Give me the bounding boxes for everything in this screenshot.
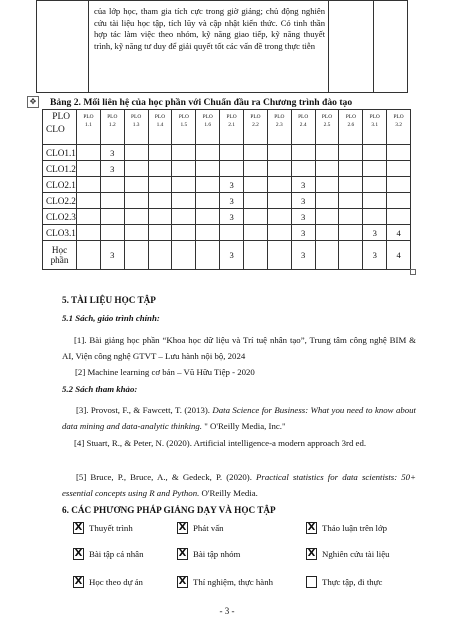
mapping-cell <box>148 161 172 177</box>
empty-cell <box>329 1 374 93</box>
mapping-cell <box>267 193 291 209</box>
mapping-cell <box>315 225 339 241</box>
checkmark-x-icon: X <box>178 548 187 559</box>
mapping-cell <box>315 209 339 225</box>
row-label: CLO2.2 <box>43 193 77 209</box>
table-caption: Bảng 2. Mối liên hệ của học phần với Chuẩn đầu ra Chương trình đào tạo <box>50 97 353 108</box>
table-row <box>43 209 411 225</box>
mapping-cell: 3 <box>291 177 315 193</box>
mapping-cell <box>244 145 268 161</box>
row-label: CLO3.1 <box>43 225 77 241</box>
row-label: CLO1.1 <box>43 145 77 161</box>
corner-header-cell <box>43 110 77 145</box>
mapping-cell <box>196 177 220 193</box>
mapping-cell <box>220 225 244 241</box>
sub51-title: 5.1 Sách, giáo trình chính: <box>62 313 160 323</box>
reference-3-title: Data Science for Business: What you need to know about data mining and data-analytic thinking. <box>62 405 416 431</box>
plo-header-2 <box>100 110 124 145</box>
method-label: Phát vấn <box>193 523 224 533</box>
reference-4: [4] Stuart, R., & Peter, N. (2020). Artificial intelligence-a modern approach 3rd ed. <box>74 438 367 448</box>
plo-header-7 <box>220 110 244 145</box>
plo-header-14 <box>387 110 411 145</box>
method-label: Thực tập, đi thực <box>322 577 383 587</box>
reference-3-authors: [3]. Provost, F., & Fawcett, T. (2013). <box>76 405 213 415</box>
mapping-cell <box>172 177 196 193</box>
method-label: Bài tập nhóm <box>193 549 241 559</box>
method-option[interactable] <box>306 521 387 535</box>
mapping-cell <box>244 209 268 225</box>
method-option[interactable] <box>177 521 224 535</box>
mapping-cell <box>77 209 101 225</box>
mapping-cell <box>315 145 339 161</box>
clo-plo-mapping-table <box>42 109 411 270</box>
mapping-cell <box>196 193 220 209</box>
checkmark-x-icon: X <box>307 522 316 533</box>
method-label: Thảo luận trên lớp <box>322 523 387 533</box>
table-resize-handle[interactable] <box>410 269 416 275</box>
method-option[interactable] <box>73 547 143 561</box>
mapping-cell <box>339 193 363 209</box>
plo-header-3 <box>124 110 148 145</box>
mapping-cell <box>148 193 172 209</box>
empty-cell <box>37 1 89 93</box>
plo-header-prefix: PLO <box>226 114 237 120</box>
plo-header-prefix: PLO <box>83 114 94 120</box>
mapping-cell: 3 <box>100 241 124 270</box>
mapping-cell <box>315 241 339 270</box>
method-option[interactable] <box>306 575 382 589</box>
mapping-cell <box>172 225 196 241</box>
plo-header-code: 2.2 <box>252 121 259 128</box>
description-text: của lớp học, tham gia tích cực trong giờ giảng; chủ động nghiên cứu tài liệu học tập, tích lũy và cập nhật kiến thức. Có tinh thần hợp tác làm việc theo nhóm, kỹ năng giao tiếp, kỹ năng thuyết trình, kỹ năng tư duy để giải quyết tốt các vấn đề trong thực tiễn <box>94 6 325 51</box>
method-checkbox[interactable] <box>73 548 84 560</box>
mapping-cell <box>172 145 196 161</box>
mapping-cell <box>244 193 268 209</box>
mapping-cell <box>77 161 101 177</box>
reference-3 <box>62 402 416 434</box>
mapping-cell <box>124 225 148 241</box>
mapping-cell <box>77 177 101 193</box>
mapping-cell <box>291 161 315 177</box>
plo-header-prefix: PLO <box>321 114 333 120</box>
method-option[interactable] <box>306 547 390 561</box>
plo-header-code: 3.2 <box>395 121 402 128</box>
plo-header-prefix: PLO <box>298 114 309 120</box>
mapping-cell <box>220 161 244 177</box>
reference-1: [1]. Bài giảng học phần “Khoa học dữ liệu và Trí tuệ nhân tạo”, Trung tâm công nghệ BIM & AI, Viện công nghệ GTVT – Lưu hành nội bộ, 2024 <box>62 335 416 361</box>
mapping-cell <box>244 177 268 193</box>
mapping-cell <box>148 225 172 241</box>
mapping-cell <box>267 241 291 270</box>
reference-2: [2] Machine learning cơ bản – Vũ Hữu Tiệp - 2020 <box>75 367 255 377</box>
checkmark-x-icon: X <box>178 522 187 533</box>
section6-title: 6. CÁC PHƯƠNG PHÁP GIẢNG DẠY VÀ HỌC TẬP <box>62 505 276 515</box>
mapping-cell <box>244 161 268 177</box>
mapping-cell <box>124 209 148 225</box>
row-label: CLO2.3 <box>43 209 77 225</box>
mapping-cell <box>267 225 291 241</box>
table-row <box>43 177 411 193</box>
method-checkbox[interactable] <box>73 522 84 534</box>
mapping-cell <box>244 241 268 270</box>
mapping-cell <box>100 225 124 241</box>
method-checkbox[interactable] <box>306 576 317 588</box>
mapping-cell <box>148 145 172 161</box>
mapping-cell <box>196 161 220 177</box>
plo-header-prefix: PLO <box>369 114 380 120</box>
mapping-cell: 3 <box>291 225 315 241</box>
method-option[interactable] <box>177 575 273 589</box>
mapping-cell <box>124 241 148 270</box>
plo-header-code: 1.5 <box>180 121 188 128</box>
mapping-cell <box>172 161 196 177</box>
checkmark-x-icon: X <box>74 548 83 559</box>
plo-header-code: 1.3 <box>132 121 140 128</box>
method-label: Thuyết trình <box>89 523 133 533</box>
plo-header-prefix: PLO <box>178 114 189 120</box>
plo-header-prefix: PLO <box>107 114 118 120</box>
mapping-cell <box>100 193 124 209</box>
mapping-cell <box>339 225 363 241</box>
plo-header-5 <box>172 110 196 145</box>
mapping-cell <box>172 241 196 270</box>
mapping-cell: 4 <box>387 241 411 270</box>
mapping-cell <box>339 241 363 270</box>
checkmark-x-icon: X <box>307 548 316 559</box>
page-number: - 3 - <box>219 606 235 616</box>
method-option[interactable] <box>73 575 143 589</box>
table-row <box>43 225 411 241</box>
plo-header-10 <box>291 110 315 145</box>
mapping-cell: 3 <box>291 209 315 225</box>
mapping-cell <box>196 225 220 241</box>
method-checkbox[interactable] <box>306 548 317 560</box>
mapping-cell <box>339 161 363 177</box>
corner-plo-label: PLO <box>52 112 70 122</box>
method-option[interactable] <box>177 547 240 561</box>
section5-title: 5. TÀI LIỆU HỌC TẬP <box>62 295 156 305</box>
plo-header-6 <box>196 110 220 145</box>
method-checkbox[interactable] <box>73 576 84 588</box>
plo-header-prefix: PLO <box>202 114 213 120</box>
plo-header-11 <box>315 110 339 145</box>
mapping-cell <box>387 161 411 177</box>
plo-header-code: 1.6 <box>204 121 212 128</box>
checkmark-x-icon: X <box>74 522 83 533</box>
mapping-cell: 3 <box>363 241 387 270</box>
mapping-cell <box>363 161 387 177</box>
plo-header-code: 2.4 <box>299 121 307 128</box>
mapping-cell <box>100 209 124 225</box>
mapping-cell <box>172 193 196 209</box>
mapping-cell: 3 <box>220 177 244 193</box>
mapping-cell <box>100 177 124 193</box>
mapping-cell: 3 <box>100 161 124 177</box>
mapping-cell: 4 <box>387 225 411 241</box>
move-cross-icon[interactable]: ✥ <box>27 96 39 108</box>
plo-header-code: 2.1 <box>228 121 235 128</box>
plo-header-prefix: PLO <box>393 114 404 120</box>
mapping-cell <box>196 241 220 270</box>
mapping-cell <box>291 145 315 161</box>
mapping-cell <box>124 193 148 209</box>
mapping-cell <box>196 145 220 161</box>
description-cell <box>89 1 329 93</box>
empty-cell <box>374 1 408 93</box>
mapping-cell <box>387 177 411 193</box>
plo-header-prefix: PLO <box>154 114 166 120</box>
reference-5-authors: [5] Bruce, P., Bruce, A., & Gedeck, P. (2020). <box>76 472 257 482</box>
mapping-cell: 3 <box>220 241 244 270</box>
mapping-cell <box>339 177 363 193</box>
mapping-cell <box>77 225 101 241</box>
reference-5 <box>62 469 416 501</box>
mapping-cell <box>196 209 220 225</box>
checkmark-x-icon: X <box>178 576 187 587</box>
table-row <box>43 241 411 270</box>
plo-header-code: 1.2 <box>108 121 116 128</box>
mapping-cell <box>124 145 148 161</box>
mapping-cell <box>315 193 339 209</box>
mapping-cell <box>339 145 363 161</box>
mapping-cell <box>363 177 387 193</box>
mapping-cell: 3 <box>100 145 124 161</box>
plo-header-code: 1.1 <box>85 121 92 128</box>
mapping-cell <box>244 225 268 241</box>
mapping-cell: 3 <box>220 209 244 225</box>
plo-header-13 <box>363 110 387 145</box>
mapping-cell <box>77 193 101 209</box>
mapping-cell: 3 <box>220 193 244 209</box>
mapping-cell <box>267 177 291 193</box>
row-label: CLO1.2 <box>43 161 77 177</box>
mapping-cell <box>148 209 172 225</box>
plo-header-prefix: PLO <box>345 114 356 120</box>
row-label: Học phần <box>43 241 77 270</box>
mapping-cell <box>363 209 387 225</box>
method-label: Thí nghiệm, thực hành <box>193 577 274 587</box>
plo-header-prefix: PLO <box>274 114 285 120</box>
plo-header-8 <box>244 110 268 145</box>
table-row <box>43 193 411 209</box>
prior-table-continuation <box>36 0 408 93</box>
table-header-row <box>43 110 411 145</box>
row-label: CLO2.1 <box>43 177 77 193</box>
mapping-cell <box>267 145 291 161</box>
mapping-cell: 3 <box>291 241 315 270</box>
mapping-cell <box>315 177 339 193</box>
checkmark-x-icon: X <box>74 576 83 587</box>
mapping-cell <box>267 209 291 225</box>
reference-5-title: Practical statistics for data scientists: 50+ essential concepts using R and Python. <box>62 472 416 498</box>
plo-header-code: 2.3 <box>275 121 283 128</box>
plo-header-code: 1.4 <box>156 121 164 128</box>
mapping-cell <box>124 161 148 177</box>
mapping-cell: 3 <box>363 225 387 241</box>
method-checkbox[interactable] <box>306 522 317 534</box>
method-checkbox[interactable] <box>177 522 188 534</box>
mapping-cell <box>315 161 339 177</box>
mapping-cell <box>148 177 172 193</box>
corner-clo-label: CLO <box>46 125 65 135</box>
plo-header-code: 3.1 <box>371 121 379 128</box>
reference-3-publisher: " O'Reilly Media, Inc." <box>202 421 286 431</box>
mapping-cell <box>172 209 196 225</box>
mapping-cell <box>387 145 411 161</box>
reference-5-publisher: O'Reilly Media. <box>199 488 258 498</box>
plo-header-code: 2.6 <box>347 121 355 128</box>
mapping-cell <box>387 209 411 225</box>
mapping-cell <box>339 209 363 225</box>
mapping-cell: 3 <box>291 193 315 209</box>
mapping-cell <box>363 145 387 161</box>
method-option[interactable] <box>73 521 133 535</box>
mapping-cell <box>220 145 244 161</box>
sub52-title: 5.2 Sách tham khảo: <box>62 384 138 394</box>
method-label: Học theo dự án <box>89 577 143 587</box>
method-checkbox[interactable] <box>177 548 188 560</box>
mapping-cell <box>363 193 387 209</box>
mapping-cell <box>267 161 291 177</box>
table-row <box>43 145 411 161</box>
table-row <box>43 161 411 177</box>
plo-header-9 <box>267 110 291 145</box>
plo-header-4 <box>148 110 172 145</box>
mapping-cell <box>148 241 172 270</box>
plo-header-12 <box>339 110 363 145</box>
method-label: Nghiên cứu tài liệu <box>322 549 390 559</box>
mapping-cell <box>124 177 148 193</box>
plo-header-prefix: PLO <box>131 114 142 120</box>
mapping-cell <box>77 145 101 161</box>
mapping-cell <box>77 241 101 270</box>
plo-header-1 <box>77 110 101 145</box>
method-checkbox[interactable] <box>177 576 188 588</box>
mapping-cell <box>387 193 411 209</box>
plo-header-prefix: PLO <box>250 114 261 120</box>
plo-header-code: 2.5 <box>323 121 331 128</box>
method-label: Bài tập cá nhân <box>89 549 144 559</box>
